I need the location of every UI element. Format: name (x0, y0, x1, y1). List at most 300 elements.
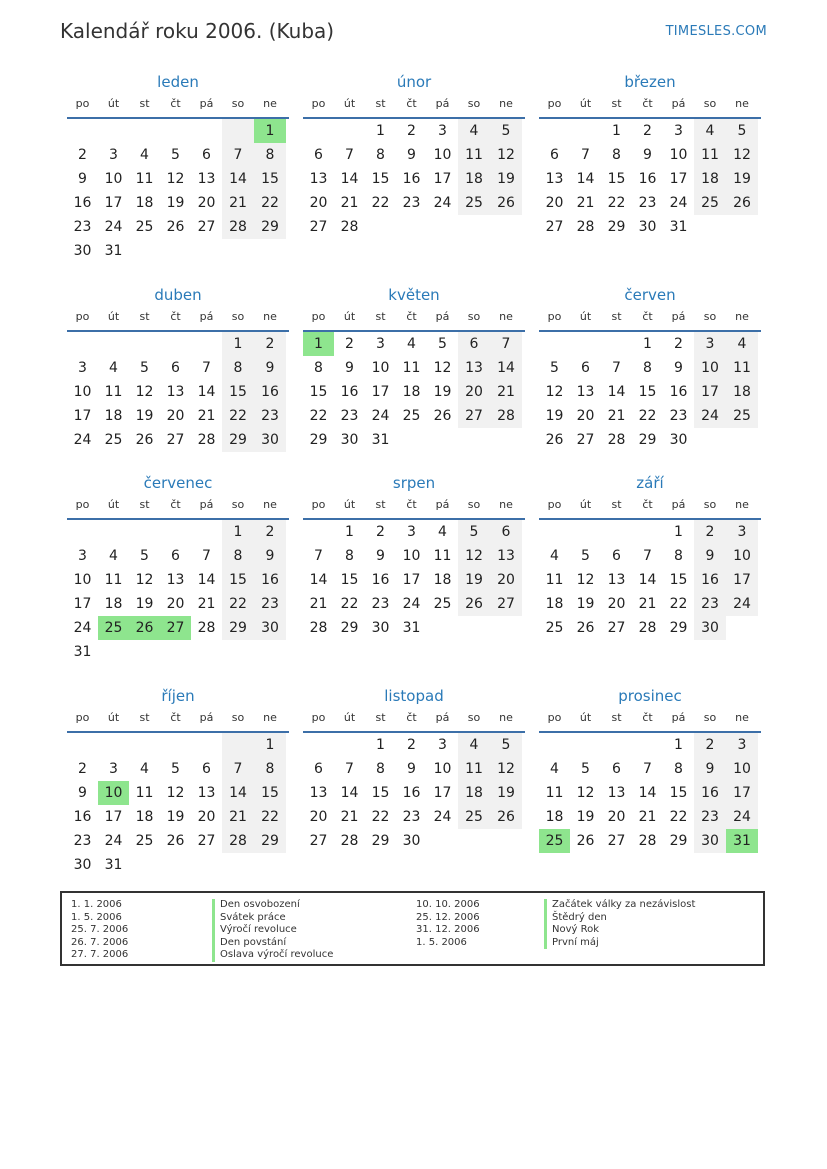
weekday-label: po (311, 97, 326, 110)
day-cell: 21 (222, 805, 254, 829)
day-cell: 19 (490, 781, 522, 805)
day-cell: 8 (674, 548, 683, 564)
weekday-label: st (611, 711, 622, 724)
day-cell: 10 (433, 147, 452, 163)
day-cell: 7 (202, 548, 211, 564)
weekday-header (67, 93, 289, 119)
weekday-label: pá (435, 711, 450, 724)
day-cell: 23 (340, 408, 359, 424)
day-cell: 24 (726, 592, 758, 616)
weekday-label: út (107, 711, 120, 724)
day-cell: 7 (345, 761, 354, 777)
day-cell: 21 (197, 596, 216, 612)
empty-day-cell (191, 119, 222, 143)
day-cell: 9 (407, 761, 416, 777)
day-cell: 8 (314, 360, 323, 376)
day-cell: 31 (402, 620, 421, 636)
day-cell: 13 (197, 785, 216, 801)
empty-day-cell (67, 119, 98, 143)
day-cell: 22 (371, 195, 390, 211)
brand-link[interactable]: TIMESLES.COM (665, 24, 767, 39)
weekday-label: čt (170, 711, 181, 724)
legend-left-dates (71, 899, 128, 962)
day-cell: 14 (638, 572, 657, 588)
day-cell: 1 (376, 737, 385, 753)
day-cell: 24 (104, 219, 123, 235)
legend-date: 25. 7. 2006 (71, 924, 129, 936)
days-grid (303, 733, 525, 853)
day-cell: 3 (78, 548, 87, 564)
month-block (539, 472, 761, 640)
day-cell: 28 (638, 620, 657, 636)
day-cell: 30 (402, 833, 421, 849)
day-cell: 27 (197, 833, 216, 849)
days-grid (303, 119, 525, 239)
weekday-label: so (703, 498, 717, 511)
weekday-label: so (467, 310, 481, 323)
day-cell: 28 (340, 833, 359, 849)
day-cell: 20 (490, 568, 522, 592)
day-cell: 1 (345, 524, 354, 540)
day-cell: 13 (166, 384, 185, 400)
day-cell: 9 (694, 757, 726, 781)
weekday-label: so (467, 97, 481, 110)
month-block (303, 472, 525, 640)
weekday-label: čt (642, 711, 653, 724)
day-cell: 22 (669, 809, 688, 825)
day-cell: 18 (545, 809, 564, 825)
day-cell: 19 (166, 809, 185, 825)
day-cell: 4 (694, 119, 726, 143)
day-cell: 29 (638, 432, 657, 448)
day-cell: 22 (254, 191, 286, 215)
weekday-label: út (579, 498, 592, 511)
legend-holiday-name: Den osvobození (212, 899, 333, 912)
day-cell: 13 (309, 785, 328, 801)
day-cell: 6 (171, 360, 180, 376)
weekday-label: pá (435, 310, 450, 323)
day-cell: 25 (458, 805, 490, 829)
day-cell: 2 (78, 147, 87, 163)
weekday-label: st (611, 97, 622, 110)
days-grid (539, 733, 761, 853)
day-cell: 1 (222, 332, 254, 356)
day-cell: 7 (202, 360, 211, 376)
legend-date: 26. 7. 2006 (71, 936, 129, 948)
day-cell: 14 (309, 572, 328, 588)
weekday-label: st (611, 498, 622, 511)
weekday-label: ne (499, 97, 513, 110)
day-cell: 21 (638, 809, 657, 825)
day-cell: 6 (550, 147, 559, 163)
day-cell: 10 (726, 757, 758, 781)
day-cell: 10 (669, 147, 688, 163)
day-cell: 15 (669, 785, 688, 801)
empty-day-cell (303, 733, 334, 757)
empty-day-cell (160, 733, 191, 757)
day-cell: 17 (694, 380, 726, 404)
days-grid (539, 332, 761, 452)
weekday-label: ne (263, 498, 277, 511)
day-cell: 3 (726, 733, 758, 757)
weekday-label: čt (642, 310, 653, 323)
day-cell: 28 (576, 219, 595, 235)
day-cell: 17 (104, 195, 123, 211)
day-cell: 15 (222, 568, 254, 592)
day-cell: 25 (726, 404, 758, 428)
month-name: únor (396, 73, 432, 91)
day-cell: 18 (135, 809, 154, 825)
holiday-day-cell: 1 (254, 119, 286, 143)
day-cell: 14 (576, 171, 595, 187)
day-cell: 20 (607, 809, 626, 825)
day-cell: 9 (674, 360, 683, 376)
day-cell: 4 (407, 336, 416, 352)
day-cell: 19 (545, 408, 564, 424)
weekday-label: po (547, 97, 562, 110)
day-cell: 1 (674, 737, 683, 753)
day-cell: 16 (638, 171, 657, 187)
day-cell: 5 (581, 548, 590, 564)
day-cell: 25 (135, 219, 154, 235)
day-cell: 24 (402, 596, 421, 612)
day-cell: 21 (607, 408, 626, 424)
empty-day-cell (539, 332, 570, 356)
weekday-header (67, 494, 289, 520)
month-name: říjen (161, 687, 195, 705)
weekday-label: po (75, 97, 90, 110)
day-cell: 8 (222, 544, 254, 568)
day-cell: 5 (550, 360, 559, 376)
day-cell: 14 (340, 785, 359, 801)
weekday-header (539, 306, 761, 332)
day-cell: 7 (612, 360, 621, 376)
day-cell: 19 (576, 596, 595, 612)
day-cell: 14 (490, 356, 522, 380)
month-block (67, 71, 289, 263)
day-cell: 23 (73, 219, 92, 235)
days-grid (539, 119, 761, 239)
day-cell: 2 (376, 524, 385, 540)
day-cell: 22 (222, 592, 254, 616)
day-cell: 24 (433, 195, 452, 211)
day-cell: 18 (458, 781, 490, 805)
legend-left-names (212, 899, 333, 962)
day-cell: 4 (140, 147, 149, 163)
day-cell: 30 (340, 432, 359, 448)
day-cell: 4 (550, 761, 559, 777)
day-cell: 23 (254, 404, 286, 428)
empty-day-cell (222, 119, 254, 143)
empty-day-cell (539, 119, 570, 143)
legend-date: 1. 1. 2006 (71, 899, 122, 910)
day-cell: 20 (545, 195, 564, 211)
weekday-header (303, 306, 525, 332)
day-cell: 25 (135, 833, 154, 849)
weekday-label: st (139, 711, 150, 724)
weekday-label: so (231, 711, 245, 724)
day-cell: 25 (694, 191, 726, 215)
weekday-label: ne (735, 711, 749, 724)
day-cell: 21 (638, 596, 657, 612)
weekday-label: čt (642, 97, 653, 110)
day-cell: 13 (458, 356, 490, 380)
empty-day-cell (303, 119, 334, 143)
day-cell: 7 (222, 757, 254, 781)
day-cell: 12 (135, 384, 154, 400)
day-cell: 21 (576, 195, 595, 211)
day-cell: 12 (490, 143, 522, 167)
days-grid (67, 520, 289, 664)
day-cell: 23 (371, 596, 390, 612)
day-cell: 7 (314, 548, 323, 564)
day-cell: 28 (197, 432, 216, 448)
day-cell: 24 (726, 805, 758, 829)
day-cell: 17 (104, 809, 123, 825)
weekday-label: po (311, 310, 326, 323)
day-cell: 20 (166, 408, 185, 424)
day-cell: 29 (222, 428, 254, 452)
day-cell: 25 (545, 620, 564, 636)
legend-date: 1. 5. 2006 (71, 911, 122, 923)
day-cell: 11 (726, 356, 758, 380)
month-name: leden (157, 73, 199, 91)
day-cell: 28 (340, 219, 359, 235)
days-grid (303, 332, 525, 452)
weekday-label: so (231, 97, 245, 110)
day-cell: 9 (643, 147, 652, 163)
legend-right-names (544, 899, 695, 949)
day-cell: 27 (309, 219, 328, 235)
day-cell: 15 (669, 572, 688, 588)
day-cell: 27 (607, 620, 626, 636)
day-cell: 11 (104, 384, 123, 400)
weekday-label: čt (406, 711, 417, 724)
weekday-label: st (375, 711, 386, 724)
day-cell: 2 (345, 336, 354, 352)
weekday-label: so (703, 711, 717, 724)
weekday-label: út (579, 711, 592, 724)
weekday-label: čt (170, 498, 181, 511)
day-cell: 20 (197, 809, 216, 825)
day-cell: 27 (490, 592, 522, 616)
day-cell: 29 (669, 833, 688, 849)
day-cell: 28 (607, 432, 626, 448)
day-cell: 27 (309, 833, 328, 849)
day-cell: 2 (407, 737, 416, 753)
day-cell: 9 (254, 356, 286, 380)
day-cell: 20 (309, 809, 328, 825)
day-cell: 10 (433, 761, 452, 777)
weekday-label: út (343, 310, 356, 323)
day-cell: 11 (402, 360, 421, 376)
month-block (539, 685, 761, 853)
empty-day-cell (129, 332, 160, 356)
day-cell: 20 (197, 195, 216, 211)
day-cell: 19 (726, 167, 758, 191)
legend-date: 10. 10. 2006 (416, 899, 480, 910)
empty-day-cell (67, 733, 98, 757)
weekday-label: ne (499, 310, 513, 323)
day-cell: 23 (73, 833, 92, 849)
weekday-label: st (611, 310, 622, 323)
day-cell: 24 (73, 432, 92, 448)
empty-day-cell (632, 733, 663, 757)
holiday-day-cell: 25 (539, 829, 570, 853)
day-cell: 15 (607, 171, 626, 187)
days-grid (67, 332, 289, 452)
month-block (67, 284, 289, 452)
day-cell: 16 (340, 384, 359, 400)
day-cell: 3 (78, 360, 87, 376)
day-cell: 19 (490, 167, 522, 191)
day-cell: 27 (607, 833, 626, 849)
day-cell: 26 (458, 592, 490, 616)
day-cell: 2 (694, 520, 726, 544)
day-cell: 12 (576, 572, 595, 588)
day-cell: 11 (433, 548, 452, 564)
day-cell: 27 (545, 219, 564, 235)
day-cell: 12 (545, 384, 564, 400)
weekday-label: po (311, 498, 326, 511)
day-cell: 16 (254, 568, 286, 592)
day-cell: 1 (222, 520, 254, 544)
empty-day-cell (539, 520, 570, 544)
weekday-label: so (703, 310, 717, 323)
day-cell: 2 (254, 332, 286, 356)
day-cell: 8 (376, 761, 385, 777)
day-cell: 15 (309, 384, 328, 400)
day-cell: 16 (73, 809, 92, 825)
weekday-label: st (139, 310, 150, 323)
weekday-header (539, 494, 761, 520)
day-cell: 20 (576, 408, 595, 424)
day-cell: 12 (166, 171, 185, 187)
weekday-label: po (75, 711, 90, 724)
legend-date: 1. 5. 2006 (416, 936, 467, 948)
day-cell: 7 (643, 761, 652, 777)
day-cell: 4 (550, 548, 559, 564)
day-cell: 30 (254, 616, 286, 640)
holiday-day-cell: 26 (129, 616, 160, 640)
empty-day-cell (570, 119, 601, 143)
day-cell: 17 (402, 572, 421, 588)
day-cell: 26 (490, 191, 522, 215)
day-cell: 27 (166, 432, 185, 448)
day-cell: 1 (674, 524, 683, 540)
day-cell: 5 (171, 147, 180, 163)
empty-day-cell (303, 520, 334, 544)
weekday-label: pá (199, 498, 214, 511)
day-cell: 29 (222, 616, 254, 640)
day-cell: 30 (669, 432, 688, 448)
weekday-label: pá (199, 97, 214, 110)
legend-holiday-name: Den povstání (212, 937, 333, 950)
weekday-label: pá (199, 310, 214, 323)
day-cell: 19 (166, 195, 185, 211)
month-block (303, 71, 525, 239)
day-cell: 23 (402, 809, 421, 825)
legend-holiday-name: Nový Rok (544, 924, 695, 937)
day-cell: 11 (104, 572, 123, 588)
legend-date: 31. 12. 2006 (416, 924, 480, 936)
weekday-header (303, 93, 525, 119)
day-cell: 27 (576, 432, 595, 448)
day-cell: 21 (197, 408, 216, 424)
weekday-label: pá (671, 310, 686, 323)
day-cell: 26 (576, 833, 595, 849)
weekday-label: út (107, 498, 120, 511)
day-cell: 2 (254, 520, 286, 544)
day-cell: 22 (309, 408, 328, 424)
day-cell: 21 (340, 195, 359, 211)
day-cell: 17 (433, 785, 452, 801)
empty-day-cell (191, 733, 222, 757)
day-cell: 29 (309, 432, 328, 448)
day-cell: 18 (458, 167, 490, 191)
weekday-label: po (547, 310, 562, 323)
empty-day-cell (160, 332, 191, 356)
empty-day-cell (191, 520, 222, 544)
day-cell: 1 (376, 123, 385, 139)
day-cell: 18 (104, 408, 123, 424)
day-cell: 19 (135, 596, 154, 612)
day-cell: 13 (607, 785, 626, 801)
day-cell: 16 (402, 785, 421, 801)
days-grid (539, 520, 761, 640)
day-cell: 6 (202, 761, 211, 777)
day-cell: 8 (643, 360, 652, 376)
day-cell: 25 (402, 408, 421, 424)
day-cell: 6 (171, 548, 180, 564)
day-cell: 17 (73, 596, 92, 612)
holiday-day-cell: 1 (303, 332, 334, 356)
day-cell: 1 (612, 123, 621, 139)
day-cell: 17 (726, 568, 758, 592)
day-cell: 14 (197, 384, 216, 400)
day-cell: 30 (694, 829, 726, 853)
day-cell: 24 (371, 408, 390, 424)
empty-day-cell (601, 332, 632, 356)
page-title: Kalendář roku 2006. (Kuba) (60, 19, 335, 43)
day-cell: 18 (433, 572, 452, 588)
day-cell: 22 (669, 596, 688, 612)
day-cell: 7 (345, 147, 354, 163)
weekday-label: čt (642, 498, 653, 511)
day-cell: 8 (222, 356, 254, 380)
legend-holiday-name: Oslava výročí revoluce (212, 949, 333, 962)
day-cell: 14 (607, 384, 626, 400)
month-block (67, 685, 289, 877)
day-cell: 7 (490, 332, 522, 356)
weekday-label: ne (735, 310, 749, 323)
day-cell: 18 (402, 384, 421, 400)
day-cell: 22 (222, 404, 254, 428)
legend-holiday-name: Výročí revoluce (212, 924, 333, 937)
day-cell: 22 (254, 805, 286, 829)
day-cell: 28 (638, 833, 657, 849)
day-cell: 24 (669, 195, 688, 211)
day-cell: 20 (607, 596, 626, 612)
day-cell: 9 (694, 544, 726, 568)
day-cell: 10 (371, 360, 390, 376)
empty-day-cell (67, 332, 98, 356)
month-block (539, 284, 761, 452)
weekday-header (539, 707, 761, 733)
day-cell: 4 (458, 733, 490, 757)
day-cell: 22 (371, 809, 390, 825)
day-cell: 30 (73, 857, 92, 873)
